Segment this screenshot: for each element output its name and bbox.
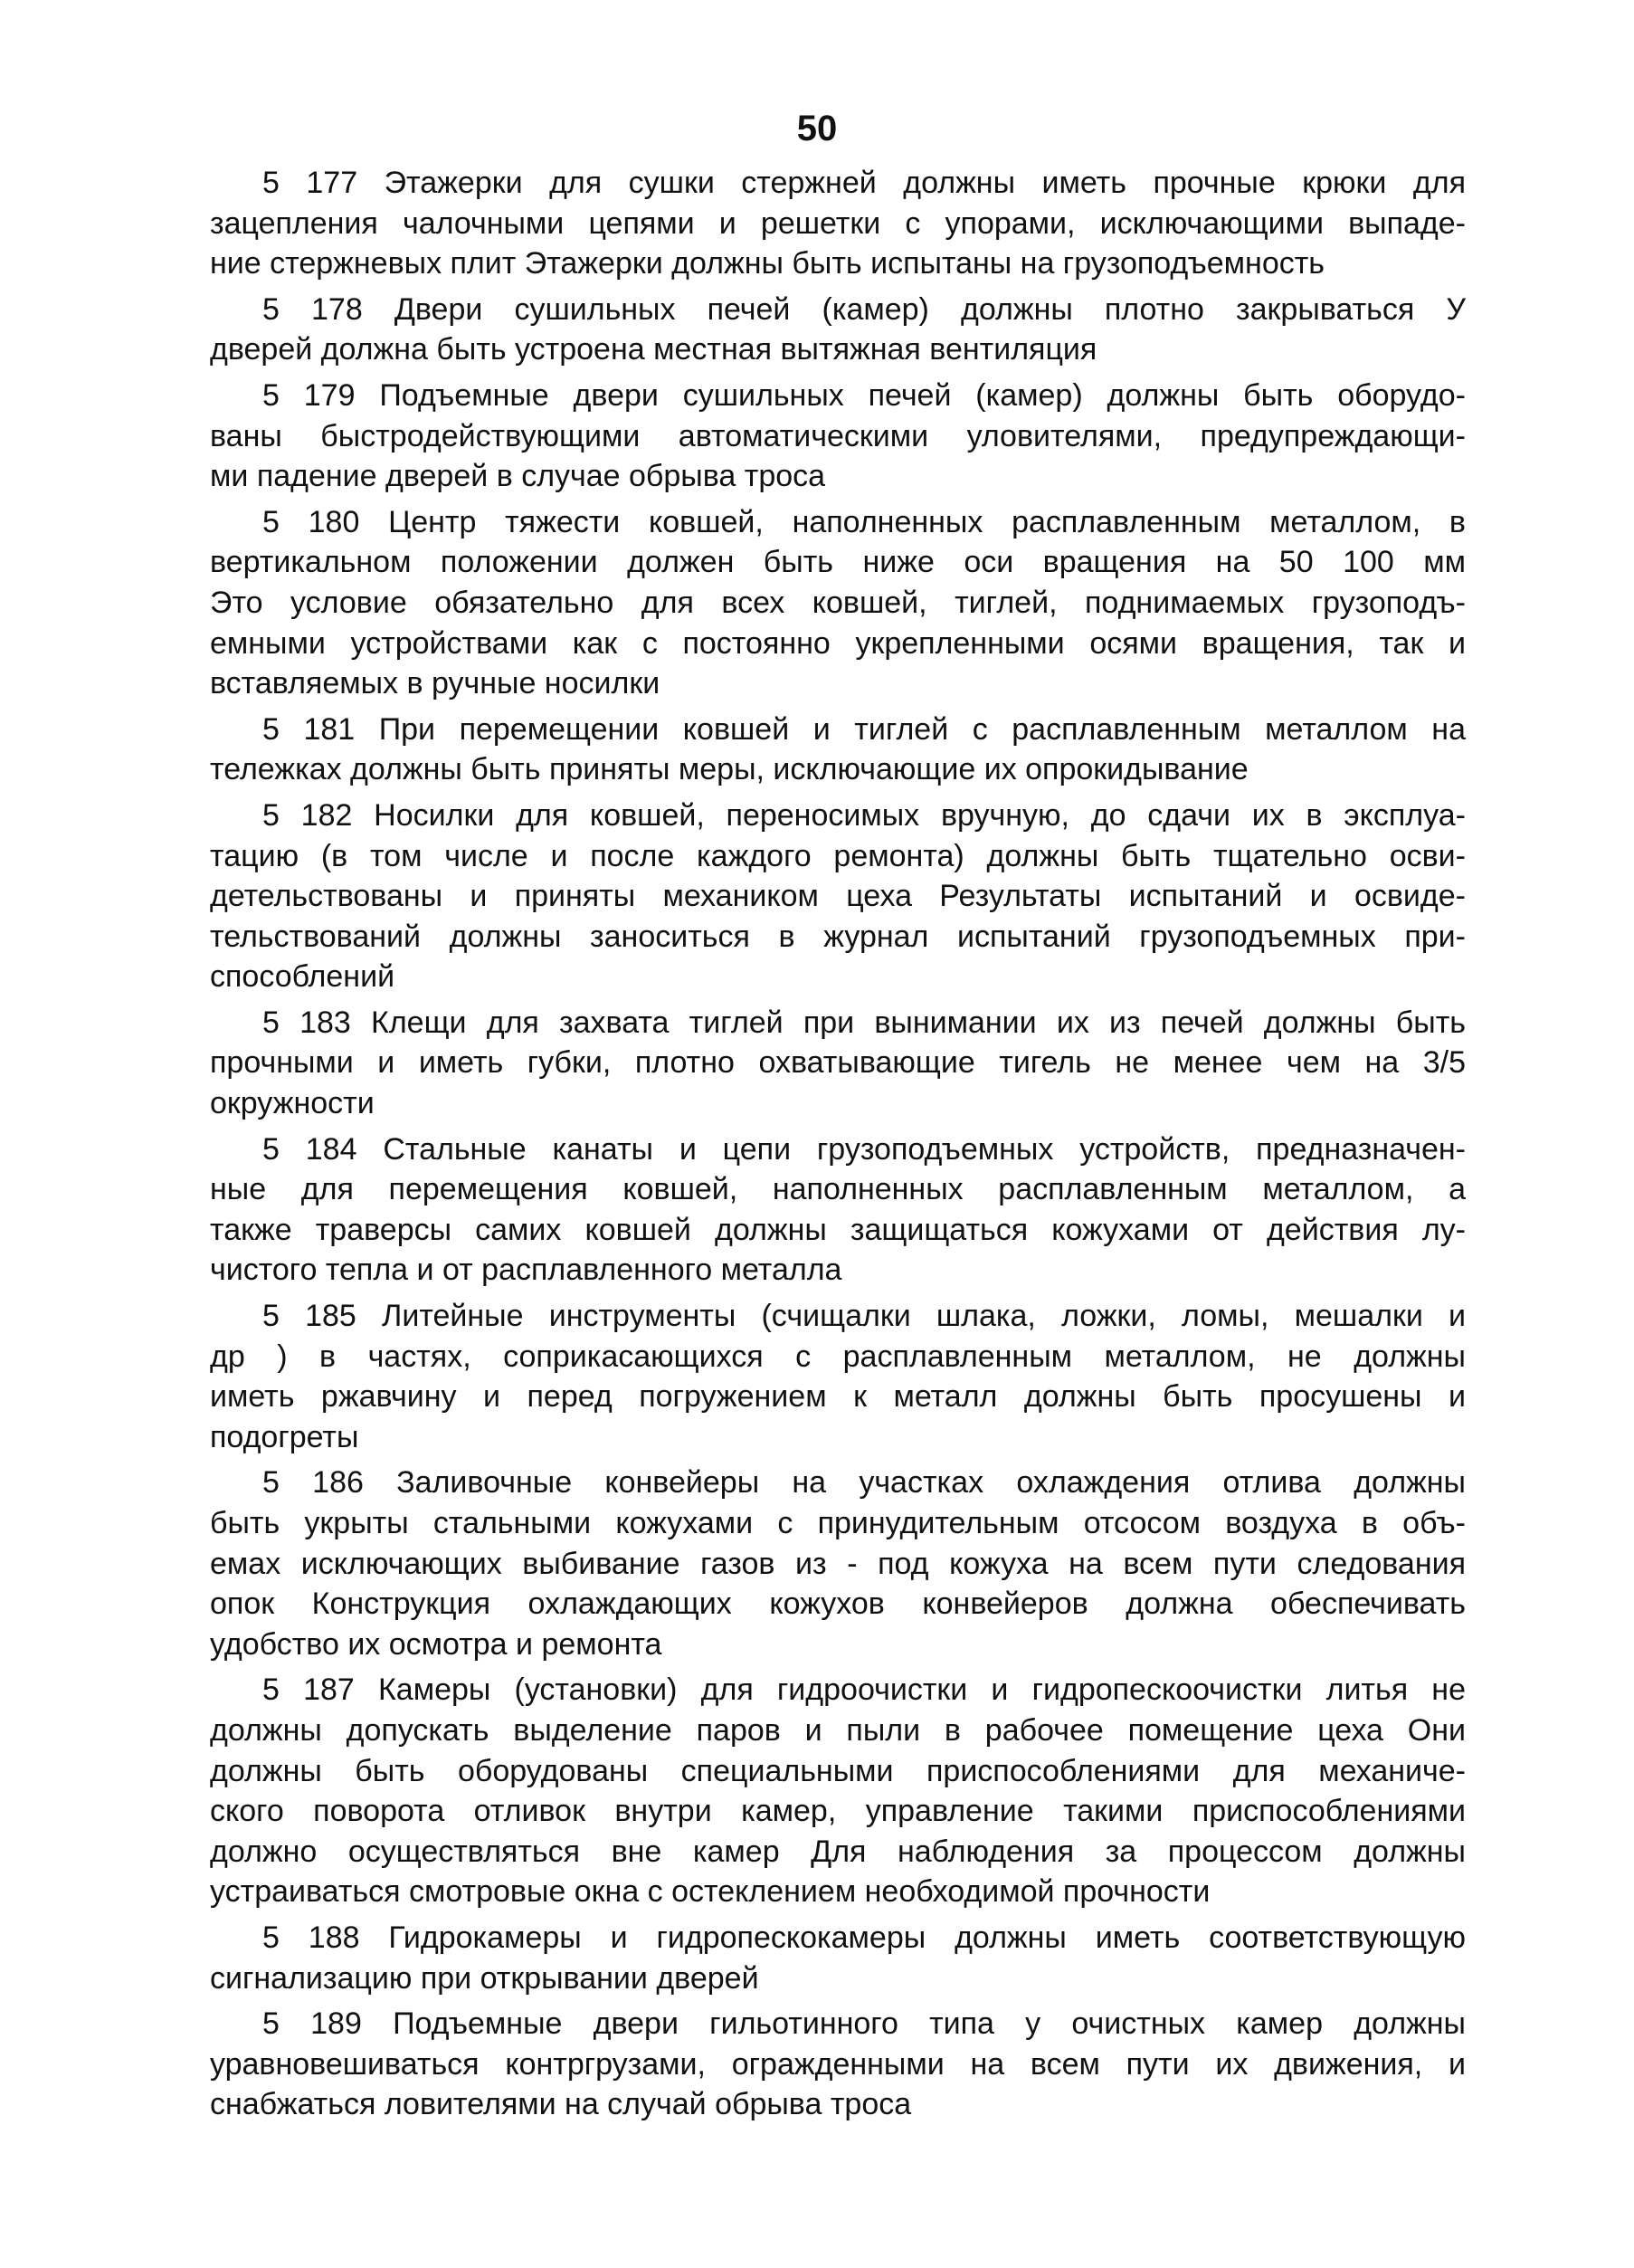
paragraph [210,2004,1466,2125]
text-line: должны быть оборудованы специальными приспособлениями для механиче- [210,1753,1466,1788]
text-line: вставляемых в ручные носилки [210,666,660,701]
paragraph [210,1670,1466,1912]
text-line: ние стержневых плит Этажерки должны быть испытаны на грузоподъемность [210,246,1325,281]
paragraph [210,376,1466,497]
text-line: должно осуществляться вне камер Для наблюдения за процессом должны [210,1834,1466,1869]
paragraph [210,710,1466,790]
paragraph [210,1463,1466,1664]
text-line: 5 182 Носилки для ковшей, переносимых вручную, до сдачи их в эксплуа- [262,797,1466,833]
text-line: Это условие обязательно для всех ковшей, тиглей, поднимаемых грузоподъ- [210,585,1466,620]
text-line: должны допускать выделение паров и пыли в рабочее помещение цеха Они [210,1712,1466,1748]
page-number: 50 [796,109,838,148]
paragraph [210,1296,1466,1457]
text-line: уравновешиваться контргрузами, огражденными на всем пути их движения, и [210,2046,1466,2082]
text-line: 5 179 Подъемные двери сушильных печей (камер) должны быть оборудо- [262,377,1466,413]
body-text [210,163,1466,2130]
text-line: тельствований должны заноситься в журнал испытаний грузоподъемных при- [210,919,1466,954]
paragraph [210,163,1466,284]
text-line: емах исключающих выбивание газов из - под кожуха на всем пути следования [210,1546,1466,1581]
text-line: 5 183 Клещи для захвата тиглей при вынимании их из печей должны быть [262,1005,1466,1040]
text-line: сигнализацию при открывании дверей [210,1960,759,1996]
text-line: ваны быстродействующими автоматическими уловителями, предупреждающи- [210,418,1466,453]
paragraph [210,502,1466,704]
text-line: ные для перемещения ковшей, наполненных расплавленным металлом, а [210,1172,1466,1207]
text-line: тележках должны быть приняты меры, исключающие их опрокидывание [210,752,1249,787]
paragraph [210,796,1466,997]
text-line: ского поворота отливок внутри камер, управление такими приспособлениями [210,1794,1466,1829]
text-line: дверей должна быть устроена местная вытяжная вентиляция [210,332,1097,367]
text-line: чистого тепла и от расплавленного металла [210,1253,842,1288]
text-line: прочными и иметь губки, плотно охватывающие тигель не менее чем на 3/5 [210,1045,1466,1081]
text-line: также траверсы самих ковшей должны защищаться кожухами от действия лу- [210,1212,1466,1247]
text-line: 5 177 Этажерки для сушки стержней должны иметь прочные крюки для [262,166,1466,200]
text-line: др ) в частях, соприкасающихся с расплавленным металлом, не должны [210,1339,1466,1374]
text-line: 5 181 При перемещении ковшей и тиглей с расплавленным металлом на [262,711,1466,747]
paragraph [210,290,1466,370]
text-line: 5 188 Гидрокамеры и гидропескокамеры должны иметь соответствующую [262,1920,1466,1955]
text-line: 5 184 Стальные канаты и цепи грузоподъемных устройств, предназначен- [262,1131,1466,1167]
text-line: детельствованы и приняты механиком цеха Результаты испытаний и освиде- [210,879,1466,914]
paragraph [210,1129,1466,1291]
paragraph [210,1918,1466,1998]
text-line: подогреты [210,1419,359,1454]
text-line: вертикальном положении должен быть ниже оси вращения на 50 100 мм [210,545,1466,580]
text-line: устраиваться смотровые окна с остеклением необходимой прочности [210,1874,1211,1910]
text-line: иметь ржавчину и перед погружением к металл должны быть просушены и [210,1379,1466,1415]
text-line: тацию (в том числе и после каждого ремонта) должны быть тщательно осви- [210,838,1466,873]
paragraph [210,1003,1466,1124]
text-line: снабжаться ловителями на случай обрыва троса [210,2087,912,2122]
text-line: 5 178 Двери сушильных печей (камер) должны плотно закрываться У [262,291,1466,327]
text-line: 5 187 Камеры (установки) для гидроочистки и гидропескоочистки литья не [262,1672,1466,1708]
text-line: окружности [210,1086,375,1121]
text-line: удобство их осмотра и ремонта [210,1626,662,1662]
text-line: 5 180 Центр тяжести ковшей, наполненных расплавленным металлом, в [262,504,1466,539]
text-line: быть укрыты стальными кожухами с принудительным отсосом воздуха в объ- [210,1506,1466,1540]
text-line: зацепления чалочными цепями и решетки с упорами, исключающими выпаде- [210,205,1466,241]
text-line: ми падение дверей в случае обрыва троса [210,459,826,494]
text-line: емными устройствами как с постоянно укрепленными осями вращения, так и [210,625,1466,661]
text-line: 5 185 Литейные инструменты (счищалки шлака, ложки, ломы, мешалки и [262,1299,1466,1334]
text-line: 5 186 Заливочные конвейеры на участках охлаждения отлива должны [262,1465,1466,1501]
text-line: опок Конструкция охлаждающих кожухов конвейеров должна обеспечивать [210,1587,1466,1622]
text-line: способлений [210,959,395,995]
text-line: 5 189 Подъемные двери гильотинного типа у очистных камер должны [262,2006,1466,2042]
